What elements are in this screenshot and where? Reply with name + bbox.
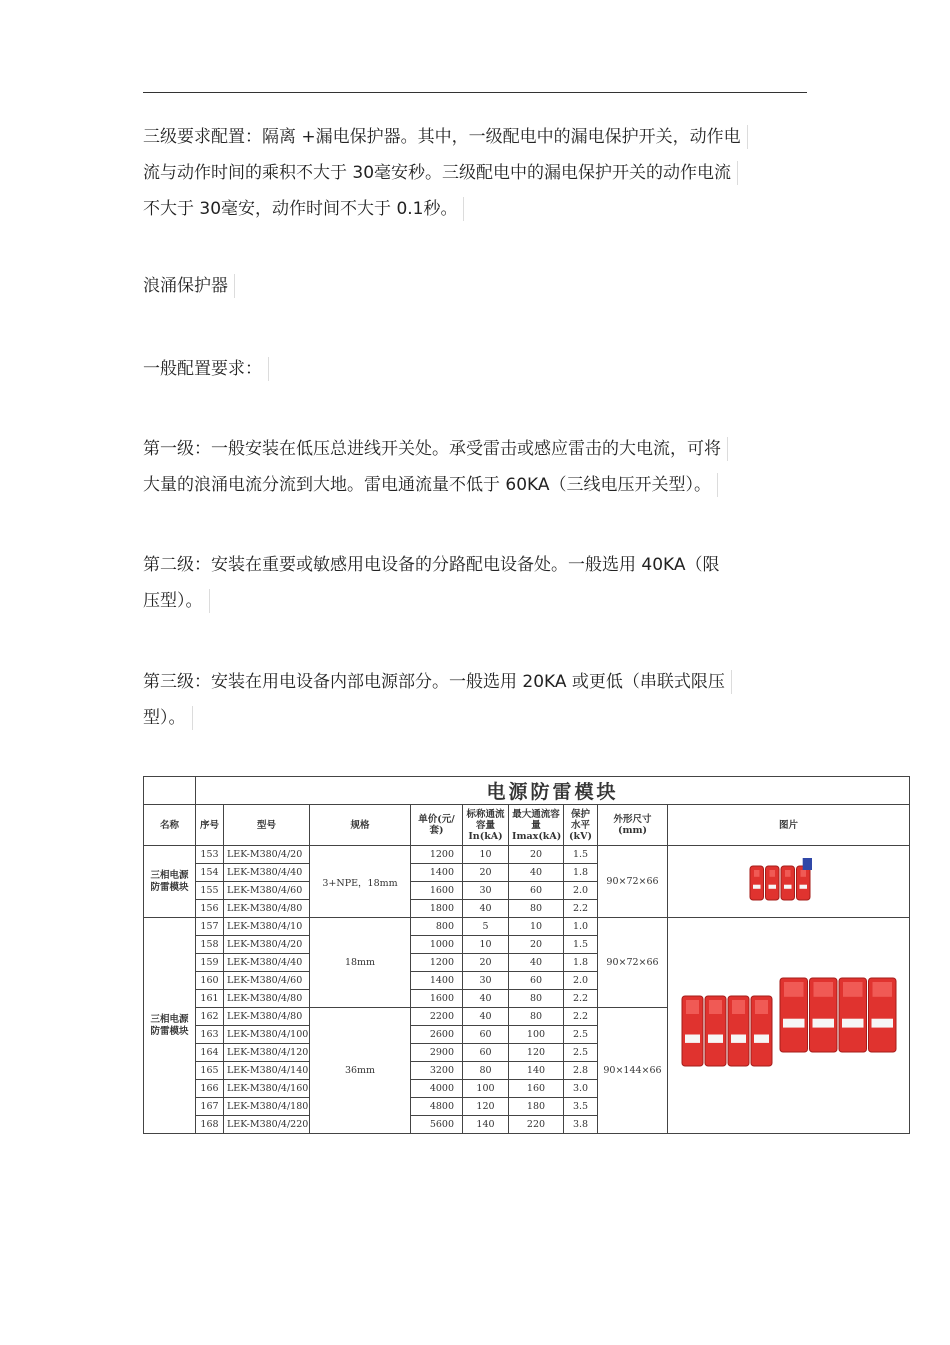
cell-index: 164 bbox=[196, 1044, 224, 1062]
cell-protection-level: 2.2 bbox=[564, 900, 598, 918]
cell-max-current: 80 bbox=[509, 900, 564, 918]
cell-max-current: 60 bbox=[509, 972, 564, 990]
cell-nominal-current: 20 bbox=[463, 954, 509, 972]
header-rule bbox=[143, 92, 807, 93]
text-line: 不大于 30毫安，动作时间不大于 0.1秒。 bbox=[143, 191, 748, 227]
surge-module-table bbox=[143, 776, 910, 1134]
cell-price: 1200 bbox=[411, 954, 463, 972]
cell-protection-level: 1.0 bbox=[564, 918, 598, 936]
cell-price: 1000 bbox=[411, 936, 463, 954]
cell-max-current: 40 bbox=[509, 954, 564, 972]
cell-model: LEK-M380/4/10 bbox=[224, 918, 310, 936]
cell-price: 5600 bbox=[411, 1116, 463, 1134]
paragraph-level-two: 第二级：安装在重要或敏感用电设备的分路配电设备处。一般选用 40KA（限 压型）。 bbox=[143, 555, 720, 611]
text-line: 流与动作时间的乘积不大于 30毫安秒。三级配电中的漏电保护开关的动作电流 bbox=[143, 155, 748, 191]
cell-protection-level: 3.8 bbox=[564, 1116, 598, 1134]
cell-index: 156 bbox=[196, 900, 224, 918]
cell-index: 167 bbox=[196, 1098, 224, 1116]
cell-index: 159 bbox=[196, 954, 224, 972]
cell-max-current: 80 bbox=[509, 990, 564, 1008]
cell-nominal-current: 30 bbox=[463, 972, 509, 990]
cell-max-current: 20 bbox=[509, 936, 564, 954]
cell-protection-level: 1.8 bbox=[564, 954, 598, 972]
cell-dimensions: 90×72×66 bbox=[598, 846, 668, 918]
header-nominal-current: 标称通流容量In(kA) bbox=[463, 805, 509, 846]
cell-index: 157 bbox=[196, 918, 224, 936]
cell-max-current: 10 bbox=[509, 918, 564, 936]
cell-price: 1600 bbox=[411, 882, 463, 900]
cell-model: LEK-M380/4/140 bbox=[224, 1062, 310, 1080]
cell-model: LEK-M380/4/220 bbox=[224, 1116, 310, 1134]
cell-price: 1200 bbox=[411, 846, 463, 864]
cell-price: 800 bbox=[411, 918, 463, 936]
cell-protection-level: 2.0 bbox=[564, 972, 598, 990]
cell-nominal-current: 60 bbox=[463, 1026, 509, 1044]
heading-surge-protector: 浪涌保护器 bbox=[143, 268, 235, 304]
cell-index: 153 bbox=[196, 846, 224, 864]
cell-nominal-current: 10 bbox=[463, 846, 509, 864]
table-row bbox=[144, 846, 910, 864]
cell-protection-level: 3.0 bbox=[564, 1080, 598, 1098]
cell-picture bbox=[668, 918, 910, 1134]
cell-max-current: 80 bbox=[509, 1008, 564, 1026]
cell-nominal-current: 40 bbox=[463, 900, 509, 918]
surge-module-table-image bbox=[143, 776, 909, 1146]
cell-model: LEK-M380/4/80 bbox=[224, 900, 310, 918]
cell-max-current: 160 bbox=[509, 1080, 564, 1098]
cell-protection-level: 3.5 bbox=[564, 1098, 598, 1116]
cell-index: 161 bbox=[196, 990, 224, 1008]
cell-nominal-current: 40 bbox=[463, 1008, 509, 1026]
cell-max-current: 220 bbox=[509, 1116, 564, 1134]
text-line: 三级要求配置：隔离 +漏电保护器。其中，一级配电中的漏电保护开关，动作电 bbox=[143, 119, 748, 155]
surge-protector-module-pair-icon bbox=[668, 926, 909, 1126]
header-price: 单价(元/套) bbox=[411, 805, 463, 846]
paragraph-level-three: 第三级：安装在用电设备内部电源部分。一般选用 20KA 或更低（串联式限压 型）。 bbox=[143, 664, 732, 736]
heading-general-config: 一般配置要求： bbox=[143, 351, 269, 387]
cell-price: 4800 bbox=[411, 1098, 463, 1116]
paragraph-level-one: 第一级：一般安装在低压总进线开关处。承受雷击或感应雷击的大电流，可将 大量的浪涌电流分流到大地。雷电通流量不低于 60KA（三线电压开关型）。 bbox=[143, 431, 728, 503]
cell-index: 163 bbox=[196, 1026, 224, 1044]
cell-nominal-current: 40 bbox=[463, 990, 509, 1008]
cell-spec: 18mm bbox=[310, 918, 411, 1008]
cell-protection-level: 2.2 bbox=[564, 990, 598, 1008]
header-name: 名称 bbox=[144, 805, 196, 846]
cell-price: 2600 bbox=[411, 1026, 463, 1044]
cell-price: 1400 bbox=[411, 864, 463, 882]
cell-dimensions: 90×72×66 bbox=[598, 918, 668, 1008]
cell-model: LEK-M380/4/40 bbox=[224, 954, 310, 972]
cell-max-current: 140 bbox=[509, 1062, 564, 1080]
cell-nominal-current: 140 bbox=[463, 1116, 509, 1134]
cell-max-current: 100 bbox=[509, 1026, 564, 1044]
header-dimensions: 外形尺寸(mm) bbox=[598, 805, 668, 846]
header-max-current: 最大通流容量Imax(kA) bbox=[509, 805, 564, 846]
cell-index: 155 bbox=[196, 882, 224, 900]
header-index: 序号 bbox=[196, 805, 224, 846]
cell-nominal-current: 10 bbox=[463, 936, 509, 954]
cell-nominal-current: 30 bbox=[463, 882, 509, 900]
cell-index: 165 bbox=[196, 1062, 224, 1080]
cell-nominal-current: 5 bbox=[463, 918, 509, 936]
cell-model: LEK-M380/4/60 bbox=[224, 882, 310, 900]
cell-model: LEK-M380/4/100 bbox=[224, 1026, 310, 1044]
cell-price: 1800 bbox=[411, 900, 463, 918]
cell-protection-level: 2.0 bbox=[564, 882, 598, 900]
cell-price: 2200 bbox=[411, 1008, 463, 1026]
table-title: 电源防雷模块 bbox=[196, 777, 910, 805]
cell-index: 168 bbox=[196, 1116, 224, 1134]
cell-protection-level: 1.5 bbox=[564, 846, 598, 864]
cell-model: LEK-M380/4/60 bbox=[224, 972, 310, 990]
cell-protection-level: 1.5 bbox=[564, 936, 598, 954]
cell-price: 3200 bbox=[411, 1062, 463, 1080]
table-body bbox=[144, 846, 910, 1134]
cell-model: LEK-M380/4/160 bbox=[224, 1080, 310, 1098]
cell-index: 166 bbox=[196, 1080, 224, 1098]
cell-nominal-current: 100 bbox=[463, 1080, 509, 1098]
surge-protector-module-icon bbox=[668, 848, 909, 916]
cell-protection-level: 2.5 bbox=[564, 1026, 598, 1044]
cell-max-current: 60 bbox=[509, 882, 564, 900]
cell-model: LEK-M380/4/120 bbox=[224, 1044, 310, 1062]
cell-picture bbox=[668, 846, 910, 918]
cell-protection-level: 1.8 bbox=[564, 864, 598, 882]
cell-protection-level: 2.8 bbox=[564, 1062, 598, 1080]
cell-index: 162 bbox=[196, 1008, 224, 1026]
cell-spec: 36mm bbox=[310, 1008, 411, 1134]
cell-price: 1400 bbox=[411, 972, 463, 990]
cell-index: 160 bbox=[196, 972, 224, 990]
group-name-cell: 三相电源防雷模块 bbox=[144, 846, 196, 918]
cell-model: LEK-M380/4/80 bbox=[224, 1008, 310, 1026]
cell-max-current: 120 bbox=[509, 1044, 564, 1062]
cell-protection-level: 2.2 bbox=[564, 1008, 598, 1026]
cell-model: LEK-M380/4/20 bbox=[224, 936, 310, 954]
cell-dimensions: 90×144×66 bbox=[598, 1008, 668, 1134]
table-header-row bbox=[144, 805, 910, 846]
cell-nominal-current: 20 bbox=[463, 864, 509, 882]
cell-nominal-current: 120 bbox=[463, 1098, 509, 1116]
cell-model: LEK-M380/4/40 bbox=[224, 864, 310, 882]
cell-model: LEK-M380/4/180 bbox=[224, 1098, 310, 1116]
cell-max-current: 180 bbox=[509, 1098, 564, 1116]
cell-index: 154 bbox=[196, 864, 224, 882]
cell-protection-level: 2.5 bbox=[564, 1044, 598, 1062]
cell-model: LEK-M380/4/80 bbox=[224, 990, 310, 1008]
table-row bbox=[144, 918, 910, 936]
header-spec: 规格 bbox=[310, 805, 411, 846]
header-model: 型号 bbox=[224, 805, 310, 846]
cell-index: 158 bbox=[196, 936, 224, 954]
cell-spec: 3+NPE，18mm bbox=[310, 846, 411, 918]
cell-model: LEK-M380/4/20 bbox=[224, 846, 310, 864]
cell-price: 1600 bbox=[411, 990, 463, 1008]
cell-price: 4000 bbox=[411, 1080, 463, 1098]
cell-price: 2900 bbox=[411, 1044, 463, 1062]
group-name-cell: 三相电源防雷模块 bbox=[144, 918, 196, 1134]
cell-max-current: 40 bbox=[509, 864, 564, 882]
table-title-row bbox=[144, 777, 910, 805]
cell-nominal-current: 60 bbox=[463, 1044, 509, 1062]
header-picture: 图片 bbox=[668, 805, 910, 846]
cell-nominal-current: 80 bbox=[463, 1062, 509, 1080]
header-protection-level: 保护水平(kV) bbox=[564, 805, 598, 846]
cell-max-current: 20 bbox=[509, 846, 564, 864]
paragraph-three-level-config bbox=[143, 119, 748, 227]
